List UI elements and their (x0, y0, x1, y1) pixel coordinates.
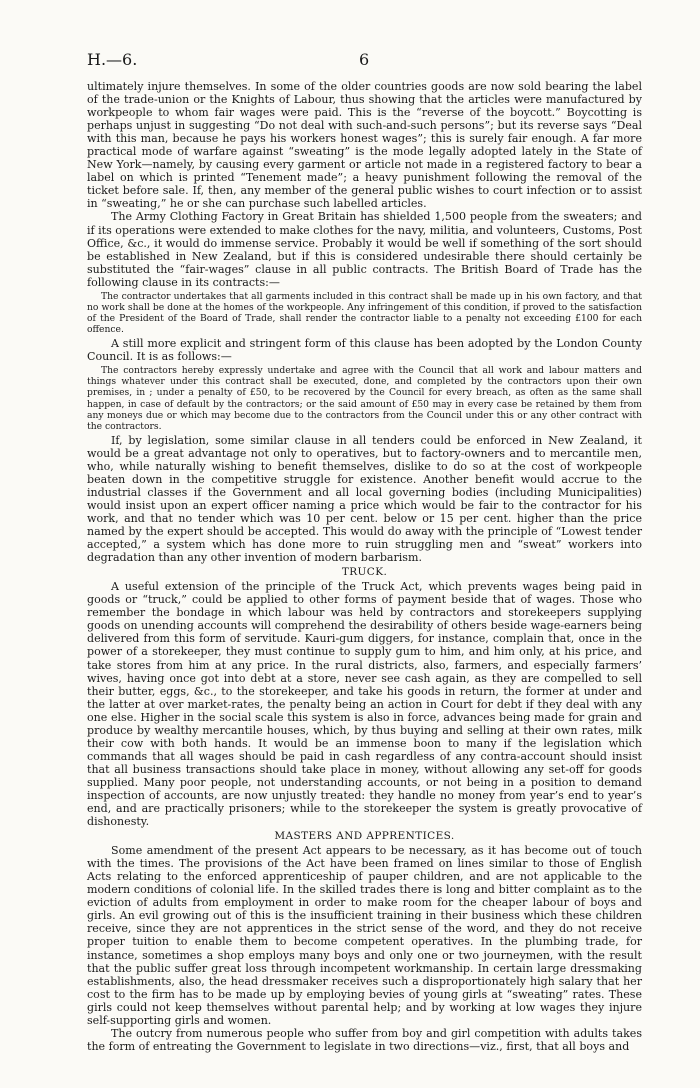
board-of-trade-clause: The contractor undertakes that all garments included in this contract shall be made up in his own factory, and that no work shall be done at the homes of the workpeople. Any infringement of this condition, if proved to the satisfaction of the President of the Board of Trade, shall render the contractor liable to a penalty not exceeding £100 for each offence. (87, 290, 642, 336)
paragraph: If, by legislation, some similar clause in all tenders could be enforced in New Zealand, it would be a great advantage not only to operatives, but to factory-owners and to mercantile men, who, while naturally wishing to benefit themselves, dislike to do so at the cost of workpeople beaten down in the competitive struggle for existence. Another benefit would accrue to the industrial classes if the Government and all local governing bodies (including Municipalities) would insist upon an expert officer naming a price which would be fair to the contractor for his work, and that no tender which was 10 per cent. below or 15 per cent. higher than the price named by the expert should be accepted. This would do away with the principle of “Lowest tender accepted,” a system which has done more to ruin struggling men and “sweat” workers into degradation than any other invention of modern barbarism. (87, 433, 642, 565)
page-header (87, 50, 642, 70)
paragraph: ultimately injure themselves. In some of the older countries goods are now sold bearing the label of the trade-union or the Knights of Labour, thus showing that the articles were manufactured by workpeople to whom fair wages were paid. This is the “reverse of the boycott.” Boycotting is perhaps unjust in suggesting “Do not deal with such-and-such persons”; but its reverse says “Deal with this man, because he pays his workers honest wages”; this is surely fair enough. A far more practical mode of warfare against “sweating” is the mode legally adopted lately in the State of New York—namely, by causing every garment or article not made in a registered factory to bear a label on which is printed “Tenement made”; a heavy punishment following the removal of the ticket before sale. If, then, any member of the general public wishes to court infection or to assist in “sweating,” he or she can purchase such labelled articles. (87, 80, 642, 211)
london-county-council-clause: The contractors hereby expressly undertake and agree with the Council that all work and labour matters and things whatever under this contract shall be executed, done, and completed by the contractors upon their own premises, in ; under a penalty of £50, to be recovered by the Council for every breach, as often as the same shall happen, in case of default by the contractors; or the said amount of £50 may in every case be retained by them from any moneys due or which may become due to the contractors from the Council under this or any other contract with the contractors. (87, 365, 642, 432)
parliamentary-paper-reference: H.—6. (87, 50, 138, 69)
page-number: 6 (359, 50, 370, 69)
paragraph: The outcry from numerous people who suffer from boy and girl competition with adults takes the form of entreating the Government to legislate in two directions—viz., first, that all boys and (87, 1026, 642, 1053)
paragraph: A still more explicit and stringent form of this clause has been adopted by the London County Council. It is as follows:— (87, 337, 642, 364)
section-heading-masters-and-apprentices: MASTERS AND APPRENTICES. (274, 830, 455, 843)
section-heading-truck: TRUCK. (341, 566, 388, 579)
page-body (87, 80, 642, 1053)
paragraph: The Army Clothing Factory in Great Britain has shielded 1,500 people from the sweaters; and if its operations were extended to make clothes for the navy, militia, and volunteers, Customs, Post Office, &c., it would do immense service. Probably it would be well if something of the sort should be established in New Zealand, but if this is considered undesirable there should certainly be substituted the “fair-wages” clause in all public contracts. The British Board of Trade has the following clause in its contracts:— (87, 210, 642, 289)
paragraph: A useful extension of the principle of the Truck Act, which prevents wages being paid in goods or “truck,” could be applied to other forms of payment beside that of wages. Those who remember the bondage in which labour was held by contractors and storekeepers supplying goods on unending accounts will comprehend the desirability of others beside wage-earners being delivered from this form of servitude. Kauri-gum diggers, for instance, complain that, once in the power of a storekeeper, they must continue to supply gum to him, and him only, at his price, and take stores from him at any price. In the rural districts, also, farmers, and especially farmers’ wives, having once got into debt at a store, never see cash again, as they are compelled to sell their butter, eggs, &c., to the storekeeper, and take his goods in return, the former at under and the latter at over market-rates, the penalty being an action in Court for debt if they deal with any one else. Higher in the social scale this system is also in force, advances being made for grain and produce by wealthy mercantile houses, which, by thus buying and selling at their own rates, milk their cow with both hands. It would be an immense boon to many if the legislation which commands that all wages should be paid in cash regardless of any contra-account should insist that all business transactions should take place in money, without allowing any set-off for goods supplied. Many poor people, not understanding accounts, or not being in a position to demand inspection of accounts, are now unjustly treated: they handle no money from year’s end to year’s end, and are practically prisoners; while to the storekeeper the system is greatly provocative of dishonesty. (87, 580, 642, 829)
paragraph: Some amendment of the present Act appears to be necessary, as it has become out of touch with the times. The provisions of the Act have been framed on lines similar to those of English Acts relating to the enforced apprenticeship of pauper children, and are not applicable to the modern conditions of colonial life. In the skilled trades there is long and bitter complaint as to the eviction of adults from employment in order to make room for the cheaper labour of boys and girls. An evil growing out of this is the insufficient training in their business which these children receive, since they are not apprentices in the strict sense of the word, and they do not receive proper tuition to enable them to become competent operatives. In the plumbing trade, for instance, sometimes a shop employs many boys and only one or two journeymen, with the result that the public suffer great loss through incompetent workmanship. In certain large dressmaking establishments, also, the head dressmaker receives such a disproportionately high salary that her cost to the firm has to be made up by employing bevies of young girls at “sweating” rates. These girls could not keep themselves without parental help; and by working at low wages they injure self-supporting girls and women. (87, 844, 642, 1027)
